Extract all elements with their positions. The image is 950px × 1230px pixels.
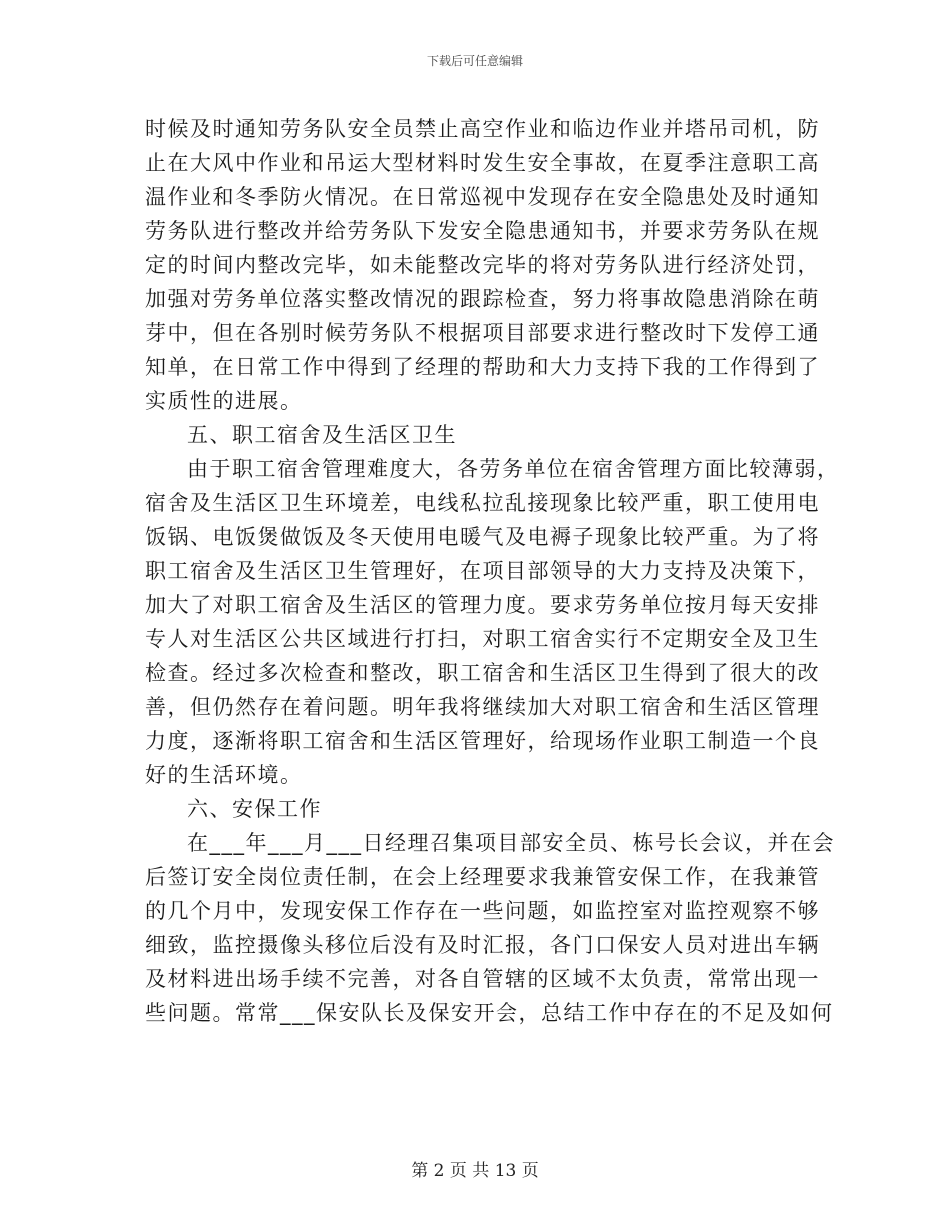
paragraph-first-line: 在___年___月___日经理召集项目部安全员、栋号长会议，并在会 <box>187 831 835 855</box>
text-line: 芽中，但在各别时候劳务队不根据项目部要求进行整改时下发停工通 <box>145 321 820 345</box>
text-line: 专人对生活区公共区域进行打扫，对职工宿舍实行不定期安全及卫生 <box>145 627 820 651</box>
text-line: 宿舍及生活区卫生环境差，电线私拉乱接现象比较严重，职工使用电 <box>145 491 820 515</box>
text-line: 好的生活环境。 <box>145 763 303 787</box>
page-header: 下载后可任意编辑 <box>426 54 523 68</box>
text-line: 加强对劳务单位落实整改情况的跟踪检查，努力将事故隐患消除在萌 <box>145 287 820 311</box>
text-line: 温作业和冬季防火情况。在日常巡视中发现存在安全隐患处及时通知 <box>145 185 820 209</box>
paragraph-first-line: 由于职工宿舍管理难度大，各劳务单位在宿舍管理方面比较薄弱， <box>187 457 840 481</box>
text-line: 细致，监控摄像头移位后没有及时汇报，各门口保安人员对进出车辆 <box>145 933 820 957</box>
text-line: 定的时间内整改完毕，如未能整改完毕的将对劳务队进行经济处罚， <box>145 253 820 277</box>
text-line: 检查。经过多次检查和整改，职工宿舍和生活区卫生得到了很大的改 <box>145 661 820 685</box>
text-line: 劳务队进行整改并给劳务队下发安全隐患通知书，并要求劳务队在规 <box>145 219 820 243</box>
text-line: 职工宿舍及生活区卫生管理好，在项目部领导的大力支持及决策下， <box>145 559 820 583</box>
text-line: 实质性的进展。 <box>145 389 303 413</box>
text-line: 的几个月中，发现安保工作存在一些问题，如监控室对监控观察不够 <box>145 899 820 923</box>
section-heading: 五、职工宿舍及生活区卫生 <box>187 423 457 447</box>
page-footer: 第 2 页 共 13 页 <box>411 1161 539 1181</box>
text-line: 力度，逐渐将职工宿舍和生活区管理好，给现场作业职工制造一个良 <box>145 729 820 753</box>
text-line: 些问题。常常___保安队长及保安开会，总结工作中存在的不足及如何 <box>145 1001 834 1025</box>
text-line: 饭锅、电饭煲做饭及冬天使用电暖气及电褥子现象比较严重。为了将 <box>145 525 820 549</box>
text-line: 知单，在日常工作中得到了经理的帮助和大力支持下我的工作得到了 <box>145 355 820 379</box>
section-heading: 六、安保工作 <box>187 797 322 821</box>
text-line: 时候及时通知劳务队安全员禁止高空作业和临边作业并塔吊司机，防 <box>145 117 820 141</box>
document-body <box>145 112 840 1030</box>
text-line: 善，但仍然存在着问题。明年我将继续加大对职工宿舍和生活区管理 <box>145 695 820 719</box>
text-line: 加大了对职工宿舍及生活区的管理力度。要求劳务单位按月每天安排 <box>145 593 820 617</box>
text-line: 止在大风中作业和吊运大型材料时发生安全事故，在夏季注意职工高 <box>145 151 820 175</box>
text-line: 及材料进出场手续不完善，对各自管辖的区域不太负责，常常出现一 <box>145 967 820 991</box>
text-line: 后签订安全岗位责任制，在会上经理要求我兼管安保工作，在我兼管 <box>145 865 820 889</box>
